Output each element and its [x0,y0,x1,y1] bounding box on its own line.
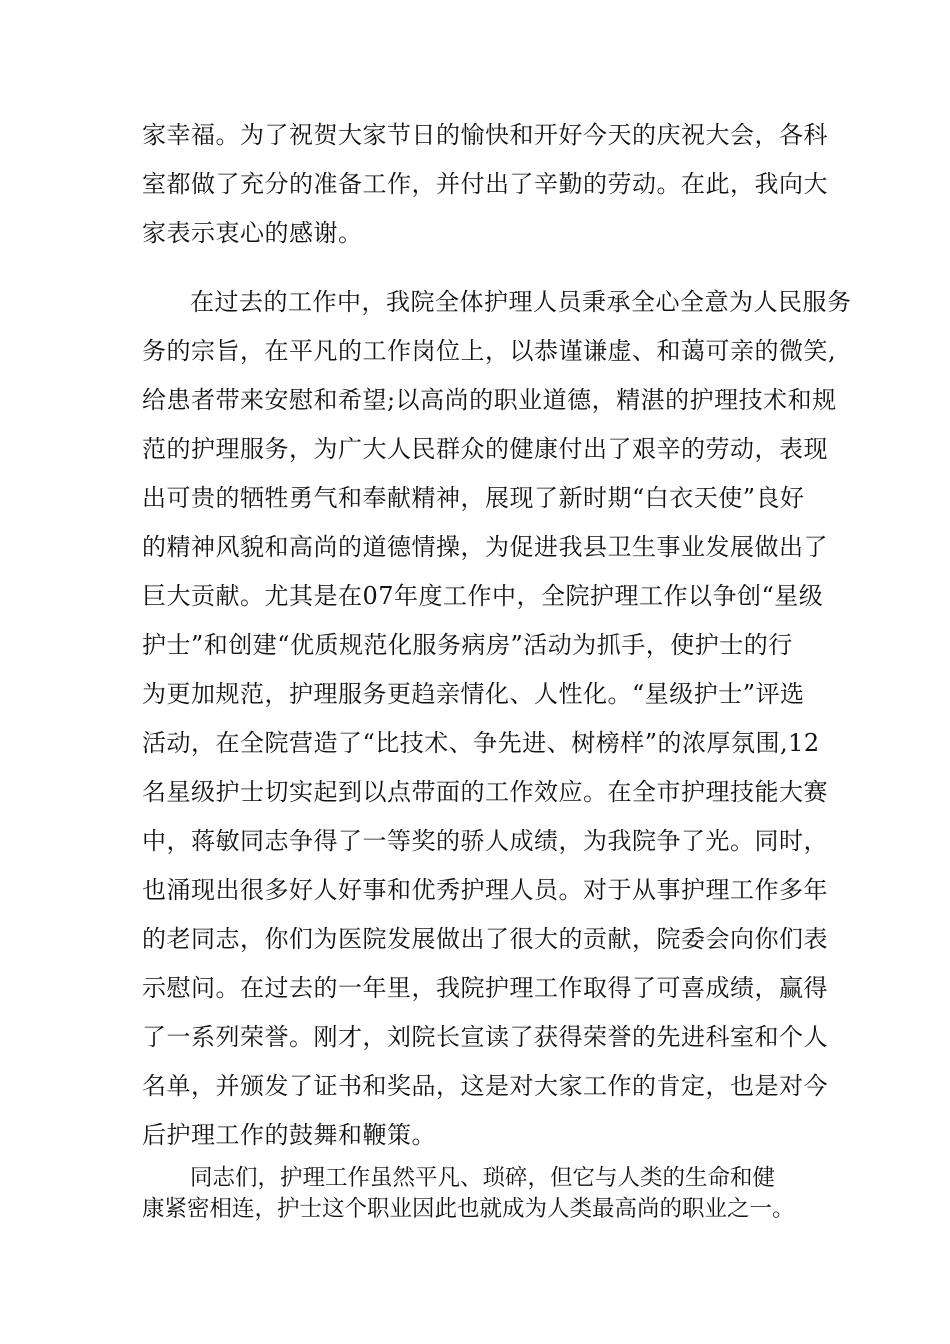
paragraph-2-line-15: 示慰问。在过去的一年里，我院护理工作取得了可喜成绩，赢得 [142,974,828,1002]
paragraph-2-line-1: 在过去的工作中，我院全体护理人员秉承全心全意为人民服务 [190,288,852,316]
paragraph-2-line-9: 为更加规范，护理服务更趋亲情化、人性化。“星级护士”评选 [142,680,805,708]
paragraph-2-line-5: 出可贵的牺牲勇气和奉献精神，展现了新时期“白衣天使”良好 [142,484,805,512]
paragraph-3-line-1: 同志们，护理工作虽然平凡、琐碎，但它与人类的生命和健 [190,1165,776,1191]
paragraph-2-line-4: 范的护理服务，为广大人民群众的健康付出了艰辛的劳动，表现 [142,435,828,463]
paragraph-1-line-1: 家幸福。为了祝贺大家节日的愉快和开好今天的庆祝大会，各科 [142,121,828,149]
paragraph-2-line-6: 的精神风貌和高尚的道德情操，为促进我县卫生事业发展做出了 [142,533,828,561]
paragraph-2-line-14: 的老同志，你们为医院发展做出了很大的贡献，院委会向你们表 [142,925,828,953]
paragraph-2-line-11: 名星级护士切实起到以点带面的工作效应。在全市护理技能大赛 [142,778,828,806]
paragraph-2-line-10: 活动，在全院营造了“比技术、争先进、树榜样”的浓厚氛围,12 [142,729,820,757]
paragraph-3-line-2: 康紧密相连，护士这个职业因此也就成为人类最高尚的职业之一。 [142,1196,795,1222]
paragraph-2-line-12: 中，蒋敏同志争得了一等奖的骄人成绩，为我院争了光。同时， [142,827,828,855]
paragraph-2-line-3: 给患者带来安慰和希望;以高尚的职业道德，精湛的护理技术和规 [142,386,837,414]
paragraph-1-line-2: 室都做了充分的准备工作，并付出了辛勤的劳动。在此，我向大 [142,170,828,198]
paragraph-2-line-8: 护士”和创建“优质规范化服务病房”活动为抓手，使护士的行 [142,631,793,659]
paragraph-2-line-16: 了一系列荣誉。刚才，刘院长宣读了获得荣誉的先进科室和个人 [142,1023,828,1051]
paragraph-2-line-7: 巨大贡献。尤其是在07年度工作中，全院护理工作以争创“星级 [142,582,824,610]
paragraph-2-line-18: 后护理工作的鼓舞和鞭策。 [142,1121,436,1149]
paragraph-2-line-13: 也涌现出很多好人好事和优秀护理人员。对于从事护理工作多年 [142,876,828,904]
paragraph-2-line-17: 名单，并颁发了证书和奖品，这是对大家工作的肯定，也是对今 [142,1072,828,1100]
paragraph-1-line-3: 家表示衷心的感谢。 [142,219,363,247]
paragraph-2-line-2: 务的宗旨，在平凡的工作岗位上，以恭谨谦虚、和蔼可亲的微笑, [142,337,837,365]
